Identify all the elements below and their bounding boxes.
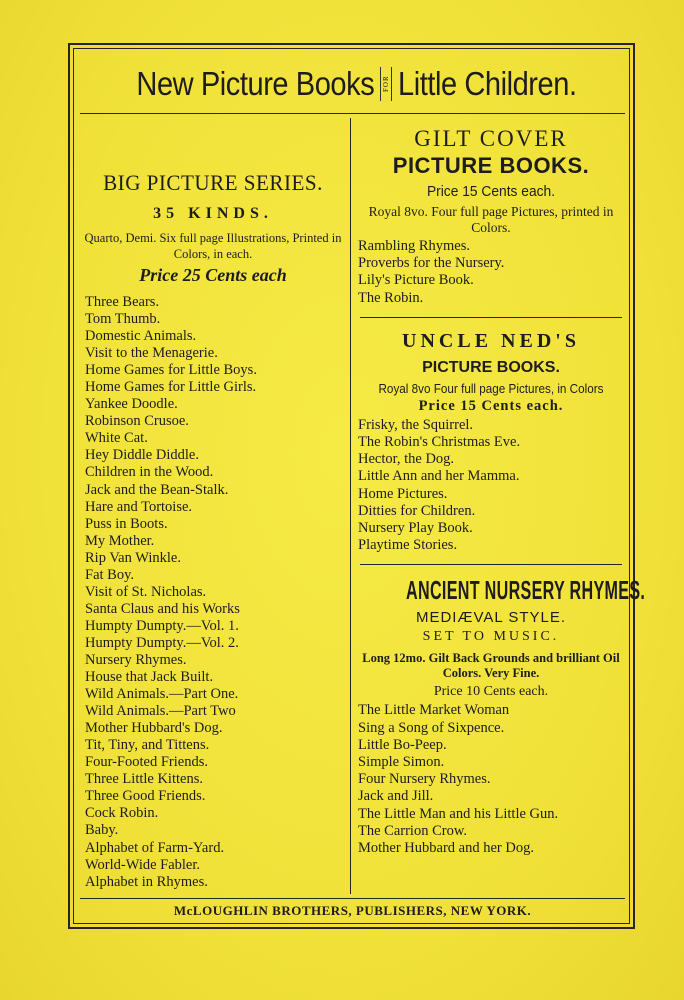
gilt-cover-subtitle: PICTURE BOOKS. — [392, 153, 590, 178]
list-item: Ditties for Children. — [358, 502, 476, 519]
list-item: Humpty Dumpty.—Vol. 1. — [85, 617, 239, 634]
big-series-list — [80, 294, 346, 891]
gilt-cover-description: Royal 8vo. Four full page Pictures, printed in Colors. — [368, 204, 614, 235]
list-item: Sing a Song of Sixpence. — [358, 719, 505, 736]
list-item: Humpty Dumpty.—Vol. 2. — [85, 634, 239, 651]
series-price: Price 25 Cents each — [139, 265, 287, 285]
list-item: The Little Market Woman — [358, 702, 510, 719]
ancient-rhymes-music: SET TO MUSIC. — [422, 629, 560, 645]
footer-divider — [80, 898, 625, 899]
list-item: Jack and Jill. — [358, 788, 434, 805]
header-divider — [80, 113, 625, 114]
list-item: Nursery Play Book. — [358, 520, 473, 537]
list-item: Home Pictures. — [358, 485, 448, 502]
list-item: Wild Animals.—Part One. — [85, 686, 239, 703]
list-item: Four-Footed Friends. — [85, 754, 208, 771]
list-item: Frisky, the Squirrel. — [358, 416, 474, 433]
list-item: Lily's Picture Book. — [358, 272, 474, 289]
publisher-footer: McLOUGHLIN BROTHERS, PUBLISHERS, NEW YORK. — [173, 903, 532, 918]
list-item: Rip Van Winkle. — [85, 549, 181, 566]
ancient-rhymes-price: Price 10 Cents each. — [433, 684, 549, 700]
list-item: Domestic Animals. — [85, 328, 197, 345]
list-item: Santa Claus and his Works — [85, 600, 240, 617]
column-divider — [350, 118, 351, 894]
list-item: Four Nursery Rhymes. — [358, 771, 491, 788]
header-for-text: FOR — [380, 67, 392, 101]
list-item: Home Games for Little Girls. — [85, 379, 257, 396]
list-item: Rambling Rhymes. — [358, 238, 470, 254]
list-item: Tit, Tiny, and Tittens. — [85, 737, 210, 754]
gilt-cover-list — [354, 238, 628, 307]
list-item: Hector, the Dog. — [358, 451, 455, 468]
list-item: Simple Simon. — [358, 754, 445, 771]
gilt-cover-price: Price 15 Cents each. — [426, 183, 556, 200]
list-item: Little Bo-Peep. — [358, 736, 447, 753]
list-item: Alphabet in Rhymes. — [85, 873, 208, 890]
list-item: Proverbs for the Nursery. — [358, 255, 505, 272]
page-header — [80, 58, 625, 110]
list-item: Robinson Crusoe. — [85, 413, 189, 430]
header-right-text: Little Children. — [398, 65, 577, 102]
ancient-rhymes-section — [354, 575, 646, 857]
list-item: Little Ann and her Mamma. — [358, 468, 520, 485]
section-divider — [360, 564, 622, 565]
list-item: House that Jack Built. — [85, 669, 214, 686]
list-item: Mother Hubbard and her Dog. — [358, 840, 534, 857]
right-column — [354, 126, 646, 857]
list-item: Home Games for Little Boys. — [85, 362, 257, 379]
list-item: The Robin's Christmas Eve. — [358, 434, 521, 451]
list-item: The Robin. — [358, 289, 424, 306]
list-item: Three Little Kittens. — [85, 771, 203, 788]
list-item: Yankee Doodle. — [85, 396, 178, 413]
list-item: Alphabet of Farm-Yard. — [85, 839, 225, 856]
list-item: World-Wide Fabler. — [85, 856, 201, 873]
list-item: Playtime Stories. — [358, 537, 458, 554]
list-item: Cock Robin. — [85, 805, 159, 822]
ancient-rhymes-description: Long 12mo. Gilt Back Grounds and brilliant Oil Colors. Very Fine. — [362, 651, 620, 681]
uncle-ned-subtitle: PICTURE BOOKS. — [422, 358, 560, 376]
list-item: Puss in Boots. — [85, 515, 168, 532]
list-item: Jack and the Bean-Stalk. — [85, 481, 229, 498]
list-item: Nursery Rhymes. — [85, 651, 187, 668]
list-item: Visit of St. Nicholas. — [85, 583, 207, 600]
ancient-rhymes-title: ANCIENT NURSERY RHYMES. — [406, 575, 646, 606]
list-item: Three Bears. — [85, 294, 160, 310]
list-item: Children in the Wood. — [85, 464, 214, 481]
list-item: Mother Hubbard's Dog. — [85, 720, 223, 737]
header-left-text: New Picture Books — [136, 65, 375, 102]
list-item: Baby. — [85, 822, 119, 839]
list-item: Fat Boy. — [85, 566, 135, 583]
uncle-ned-title: UNCLE NED'S — [402, 329, 580, 352]
big-picture-series-section — [80, 170, 346, 891]
gilt-cover-title: GILT COVER — [414, 126, 568, 151]
list-item: Visit to the Menagerie. — [85, 345, 218, 362]
series-title: BIG PICTURE SERIES. — [103, 170, 323, 195]
series-description: Quarto, Demi. Six full page Illustrations, Printed in Colors, in each. — [84, 231, 342, 261]
list-item: Tom Thumb. — [85, 311, 161, 328]
list-item: Wild Animals.—Part Two — [85, 703, 236, 720]
list-item: White Cat. — [85, 430, 148, 447]
series-kinds: 35 KINDS. — [153, 205, 273, 222]
list-item: Hey Diddle Diddle. — [85, 447, 199, 464]
uncle-ned-price: Price 15 Cents each. — [418, 397, 564, 414]
list-item: Hare and Tortoise. — [85, 498, 193, 515]
list-item: The Carrion Crow. — [358, 822, 467, 839]
uncle-ned-section — [354, 330, 628, 555]
section-divider — [360, 317, 622, 318]
list-item: My Mother. — [85, 532, 155, 549]
gilt-cover-section — [354, 126, 628, 307]
ancient-rhymes-list — [354, 702, 628, 857]
ancient-rhymes-style: MEDIÆVAL STYLE. — [415, 609, 567, 627]
list-item: The Little Man and his Little Gun. — [358, 805, 559, 822]
uncle-ned-list — [354, 417, 628, 555]
uncle-ned-description: Royal 8vo Four full page Pictures, in Colors — [378, 380, 604, 396]
list-item: Three Good Friends. — [85, 788, 206, 805]
